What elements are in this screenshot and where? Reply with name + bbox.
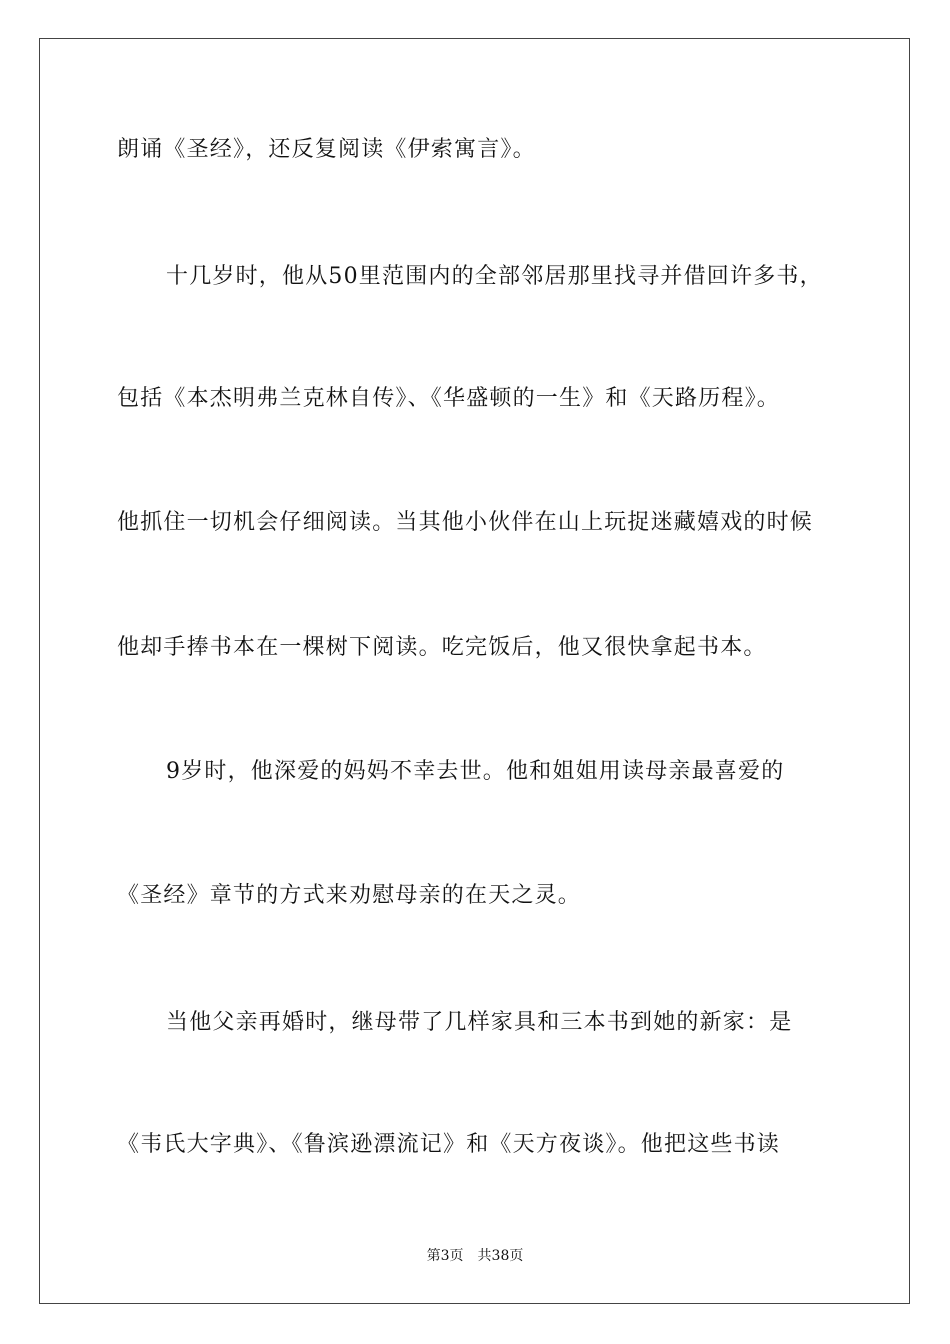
page-total: 共38页 [477,1248,524,1264]
text-line-5: 他却手捧书本在一棵树下阅读。吃完饭后，他又很快拿起书本。 [117,635,767,660]
text-line-3: 包括《本杰明弗兰克林自传》、《华盛顿的一生》和《天路历程》。 [117,386,781,411]
text-line-1: 朗诵《圣经》，还反复阅读《伊索寓言》。 [117,137,536,162]
page-footer [0,1246,950,1266]
text-line-2: 十几岁时，他从50里范围内的全部邻居那里找寻并借回许多书， [166,264,823,289]
page-number: 第3页 [426,1248,464,1264]
text-line-6: 9岁时，他深爱的妈妈不幸去世。他和姐姐用读母亲最喜爱的 [166,759,785,784]
text-line-7: 《圣经》章节的方式来劝慰母亲的在天之灵。 [117,883,582,908]
text-line-8: 当他父亲再婚时，继母带了几样家具和三本书到她的新家：是 [166,1010,793,1035]
text-line-9: 《韦氏大字典》、《鲁滨逊漂流记》和《天方夜谈》。他把这些书读 [117,1132,781,1157]
page-border [39,38,910,1304]
text-line-4: 他抓住一切机会仔细阅读。当其他小伙伴在山上玩捉迷藏嬉戏的时候 [117,510,814,535]
